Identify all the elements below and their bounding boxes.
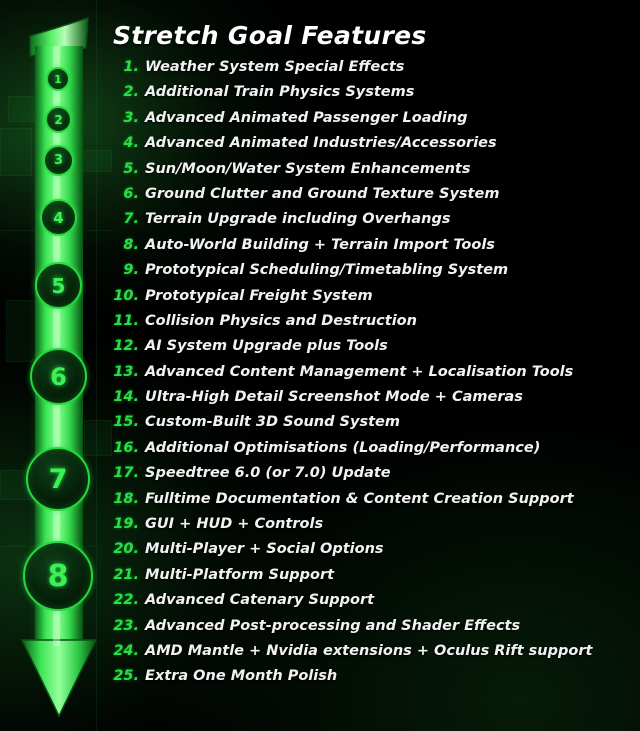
list-item-number: 12. [113, 338, 139, 355]
list-item [113, 313, 640, 338]
list-item-label: Advanced Content Management + Localisation Tools [145, 363, 574, 380]
list-item [113, 414, 640, 439]
list-item-number: 3. [123, 109, 139, 126]
list-item-label: Advanced Catenary Support [145, 592, 375, 609]
milestone-label: 2 [54, 112, 63, 127]
milestone-label: 5 [51, 273, 66, 298]
list-item [113, 440, 640, 465]
list-item-label: Custom-Built 3D Sound System [145, 414, 400, 431]
milestone-1 [46, 67, 70, 91]
list-item-label: Prototypical Freight System [145, 287, 373, 304]
list-item [113, 161, 640, 186]
list-item-label: Advanced Animated Industries/Accessories [145, 135, 497, 152]
list-item-number: 11. [113, 312, 139, 329]
list-item [113, 338, 640, 363]
list-item-number: 14. [113, 389, 139, 406]
list-item [113, 288, 640, 313]
milestone-label: 3 [53, 153, 64, 168]
list-item-number: 21. [113, 566, 139, 583]
milestone-5 [35, 262, 82, 309]
page-title: Stretch Goal Features [113, 21, 427, 50]
list-item-number: 24. [113, 642, 139, 659]
milestone-label: 6 [50, 362, 67, 391]
list-item-number: 10. [113, 287, 139, 304]
list-item [113, 618, 640, 643]
list-item [113, 643, 640, 668]
list-item [113, 211, 640, 236]
list-item-label: Additional Train Physics Systems [145, 84, 415, 101]
list-item [113, 592, 640, 617]
list-item-number: 16. [113, 439, 139, 456]
list-item [113, 389, 640, 414]
list-item [113, 186, 640, 211]
list-item [113, 567, 640, 592]
feature-list [113, 59, 640, 694]
milestone-7 [26, 447, 90, 511]
list-item-number: 17. [113, 465, 139, 482]
list-item-label: Ground Clutter and Ground Texture System [145, 185, 500, 202]
milestone-label: 4 [53, 208, 64, 227]
list-item-label: Additional Optimisations (Loading/Performance) [145, 439, 541, 456]
list-item-number: 4. [123, 135, 139, 152]
list-item-label: Weather System Special Effects [145, 59, 405, 75]
list-item-label: Auto-World Building + Terrain Import Tools [145, 236, 495, 253]
milestone-8 [23, 541, 93, 611]
list-item-label: Multi-Platform Support [145, 566, 335, 583]
list-item-label: GUI + HUD + Controls [145, 516, 324, 533]
list-item-number: 1. [123, 59, 139, 75]
list-item-label: Terrain Upgrade including Overhangs [145, 211, 451, 228]
list-item-label: Prototypical Scheduling/Timetabling System [145, 262, 509, 279]
list-item-number: 2. [123, 84, 139, 101]
list-item [113, 516, 640, 541]
list-item-number: 13. [113, 363, 139, 380]
milestone-4 [40, 199, 77, 236]
list-item [113, 135, 640, 160]
list-item-label: Collision Physics and Destruction [145, 312, 417, 329]
list-item-number: 8. [123, 236, 139, 253]
list-item-label: Advanced Post-processing and Shader Effects [145, 617, 521, 634]
list-item-number: 7. [123, 211, 139, 228]
milestone-6 [30, 348, 87, 405]
list-item-number: 22. [113, 592, 139, 609]
list-item-label: AI System Upgrade plus Tools [145, 338, 388, 355]
list-item [113, 59, 640, 84]
list-item-label: Fulltime Documentation & Content Creation Support [145, 490, 574, 507]
list-item-number: 19. [113, 516, 139, 533]
list-item [113, 465, 640, 490]
list-item-number: 9. [123, 262, 139, 279]
list-item-number: 15. [113, 414, 139, 431]
milestone-2 [45, 106, 72, 133]
list-item-number: 20. [113, 541, 139, 558]
list-item [113, 262, 640, 287]
milestone-label: 7 [48, 463, 68, 495]
list-item-number: 25. [113, 668, 139, 685]
list-item [113, 110, 640, 135]
list-item-number: 23. [113, 617, 139, 634]
list-item-label: Sun/Moon/Water System Enhancements [145, 160, 471, 177]
list-item [113, 364, 640, 389]
content-panel [113, 0, 640, 731]
list-item-label: Ultra-High Detail Screenshot Mode + Cameras [145, 389, 523, 406]
milestone-label: 8 [47, 558, 69, 594]
list-item [113, 541, 640, 566]
list-item-label: Advanced Animated Passenger Loading [145, 109, 468, 126]
list-item-label: Multi-Player + Social Options [145, 541, 384, 558]
list-item-number: 6. [123, 185, 139, 202]
list-item-label: Speedtree 6.0 (or 7.0) Update [145, 465, 391, 482]
list-item-number: 18. [113, 490, 139, 507]
list-item [113, 237, 640, 262]
list-item-label: Extra One Month Polish [145, 668, 338, 685]
list-item-label: AMD Mantle + Nvidia extensions + Oculus Rift support [145, 642, 593, 659]
list-item [113, 668, 640, 693]
progress-arrow [0, 0, 115, 731]
milestone-3 [43, 145, 74, 176]
milestone-label: 1 [54, 72, 62, 86]
list-item [113, 84, 640, 109]
list-item [113, 491, 640, 516]
list-item-number: 5. [123, 160, 139, 177]
